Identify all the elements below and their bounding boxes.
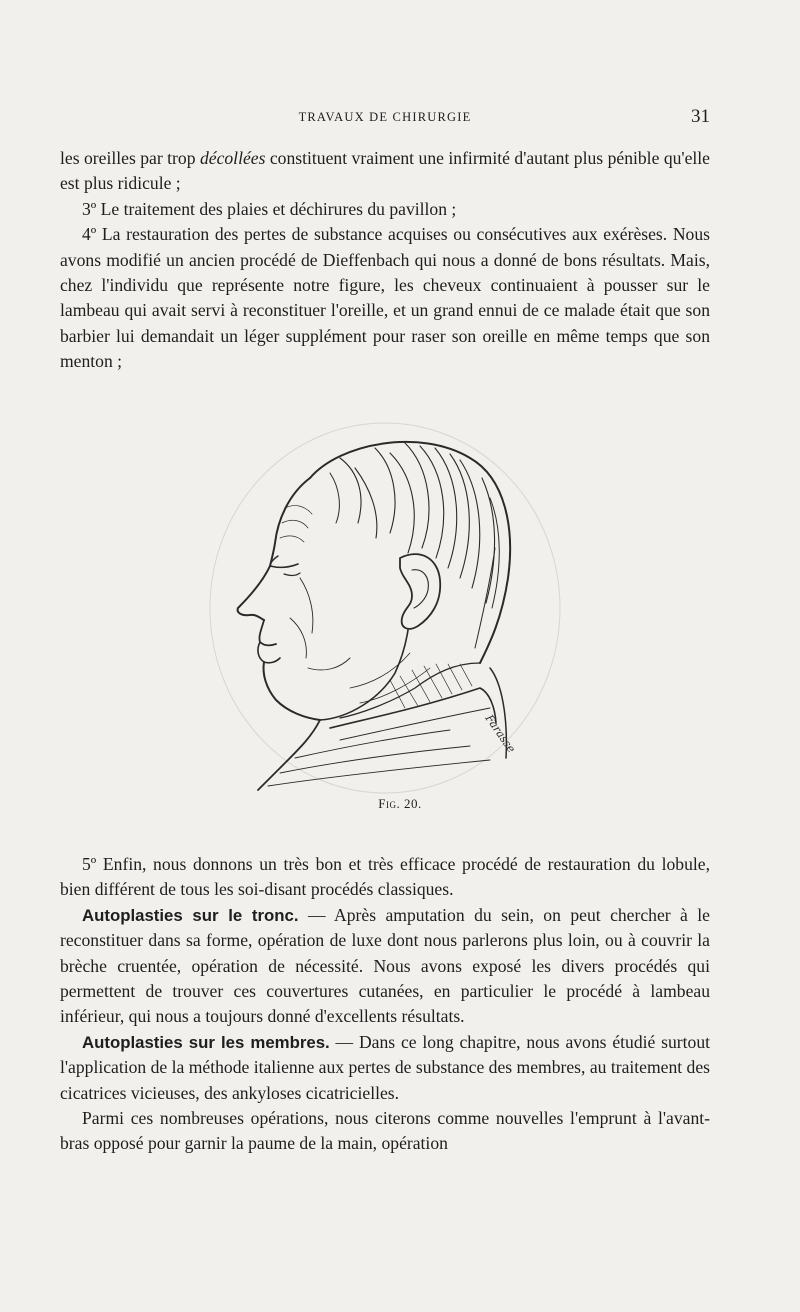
italic-term: décollées [199,148,266,168]
bottom-text-block [60,852,710,1157]
figure-caption: Fig. 20. [378,796,422,811]
page-header [60,106,710,130]
paragraph-ears: les oreilles par trop décollées constituent vraiment une infirmité d'autant plus pénible qu'elle est plus ridicule ; [60,148,710,194]
paragraph-item-5: 5º Enfin, nous donnons un très bon et très efficace procédé de restauration du lobule, bien différent de tous les soi-disant procédés classiques. [60,854,710,900]
profile-portrait-engraving [190,418,570,798]
running-title: TRAVAUX DE CHIRURGIE [298,110,472,124]
section-heading-trunk: Autoplasties sur le tronc. [82,905,299,925]
svg-text:Farasse: Farasse [482,712,518,755]
section-heading-limbs: Autoplasties sur les membres. [82,1032,330,1052]
top-text-block [60,146,710,375]
figure-portrait [190,418,570,818]
page-number: 31 [691,106,710,127]
paragraph-limbs: Autoplasties sur les membres. — Dans ce long chapitre, nous avons étudié surtout l'application de la méthode italienne aux pertes de substance des membres, au traitement des cicatrices vicieuses, des ankyloses cicatricielles. [60,1031,711,1103]
paragraph-item-4: 4º La restauration des pertes de substance acquises ou consécutives aux exérèses. Nous avons modifié un ancien procédé de Dieffenbach qui nous a donné de bons résultats. Mais, chez l'individu que représente notre figure, les cheveux continuaient à pousser sur le lambeau qui avait servi à reconstituer l'oreille, et un grand ennui de ce malade était que son barbier lui demandait un léger supplément pour raser son oreille en même temps que son menton ; [60,224,710,372]
paragraph-operations: Parmi ces nombreuses opérations, nous citerons comme nouvelles l'emprunt à l'avant-bras opposé pour garnir la paume de la main, opération [60,1108,710,1154]
paragraph-trunk: Autoplasties sur le tronc. — Après amputation du sein, on peut chercher à le reconstituer dans sa forme, opération de luxe dont nous parlerons plus loin, ou à couvrir la brèche cruentée, opération de nécessité. Nous avons exposé les divers procédés qui permettent de trouver ces couvertures cutanées, en particulier le procédé à lambeau inférieur, qui nous a toujours donné d'excellents résultats. [60,904,710,1027]
paragraph-item-3: 3º Le traitement des plaies et déchirures du pavillon ; [82,198,457,219]
